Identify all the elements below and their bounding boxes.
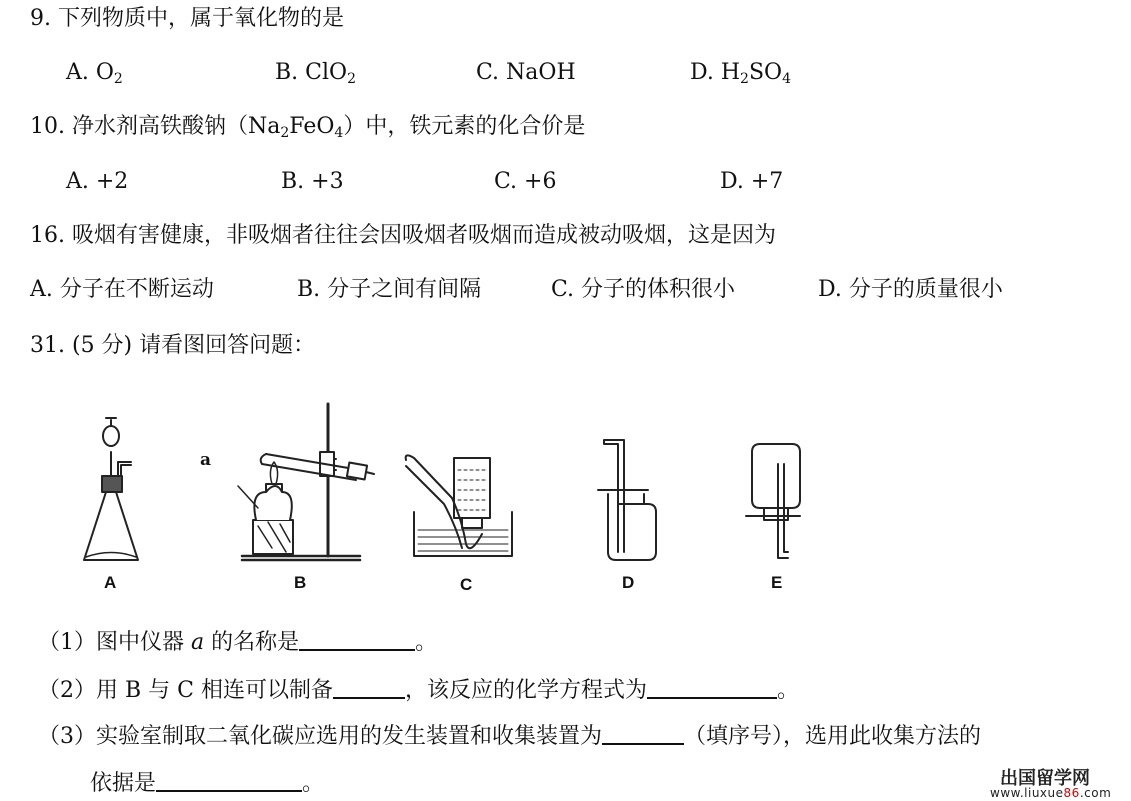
watermark-url: www.liuxue86.com	[990, 786, 1112, 800]
watermark-logo-text: 出国留学网	[1000, 768, 1090, 789]
figure-label-d: D	[622, 573, 635, 592]
figure-label-c: C	[460, 575, 473, 594]
q16-stem: 16. 吸烟有害健康，非吸烟者往往会因吸烟者吸烟而造成被动吸烟，这是因为	[30, 223, 776, 248]
q16-option-b: B. 分子之间有间隔	[297, 277, 482, 302]
q31-part-2: （2）用 B 与 C 相连可以制备 ，该反应的化学方程式为 。	[38, 675, 799, 704]
q16-option-a: A. 分子在不断运动	[30, 277, 214, 302]
answer-blank[interactable]	[602, 721, 684, 745]
instrument-a-label: a	[200, 450, 212, 470]
q31-stem: 31. (5 分) 请看图回答问题：	[30, 333, 316, 358]
q16-option-c: C. 分子的体积很小	[551, 277, 736, 302]
apparatus-c-water-collection	[406, 455, 512, 556]
q10-option-b: B. +3	[281, 169, 344, 194]
q9-option-c: C. NaOH	[476, 60, 576, 85]
figure-label-e: E	[771, 573, 783, 592]
q9-option-d: D. $H_2SO_4$	[690, 60, 791, 87]
apparatus-a-flask	[84, 418, 138, 560]
q16-option-d: D. 分子的质量很小	[818, 277, 1003, 302]
answer-blank[interactable]	[156, 768, 302, 792]
q9-stem: 9. 下列物质中，属于氧化物的是	[30, 6, 344, 31]
q9-option-a: A. $O_2$	[66, 60, 123, 87]
answer-blank[interactable]	[299, 627, 415, 651]
q31-part-1: （1）图中仪器 a 的名称是 。	[38, 627, 437, 656]
q31-part-3: （3）实验室制取二氧化碳应选用的发生装置和收集装置为 （填序号），选用此收集方法的	[38, 721, 981, 750]
q31-part-3-cont: 依据是 。	[90, 768, 324, 797]
q10-option-a: A. +2	[66, 169, 129, 194]
figure-label-b: B	[294, 573, 307, 592]
apparatus-b-heating-setup	[238, 404, 374, 560]
apparatus-d-gas-bottle	[598, 440, 656, 560]
apparatus-e-gas-bottle	[746, 444, 800, 558]
figure-label-a: A	[104, 573, 117, 592]
q10-option-c: C. +6	[494, 169, 557, 194]
q10-option-d: D. +7	[720, 169, 784, 194]
q10-stem: 10. 净水剂高铁酸钠$(Na_2FeO_4)$中，铁元素的化合价是	[30, 114, 586, 141]
answer-blank[interactable]	[647, 675, 777, 699]
answer-blank[interactable]	[333, 675, 405, 699]
q9-option-b: B. ClO$_2$	[275, 60, 356, 87]
